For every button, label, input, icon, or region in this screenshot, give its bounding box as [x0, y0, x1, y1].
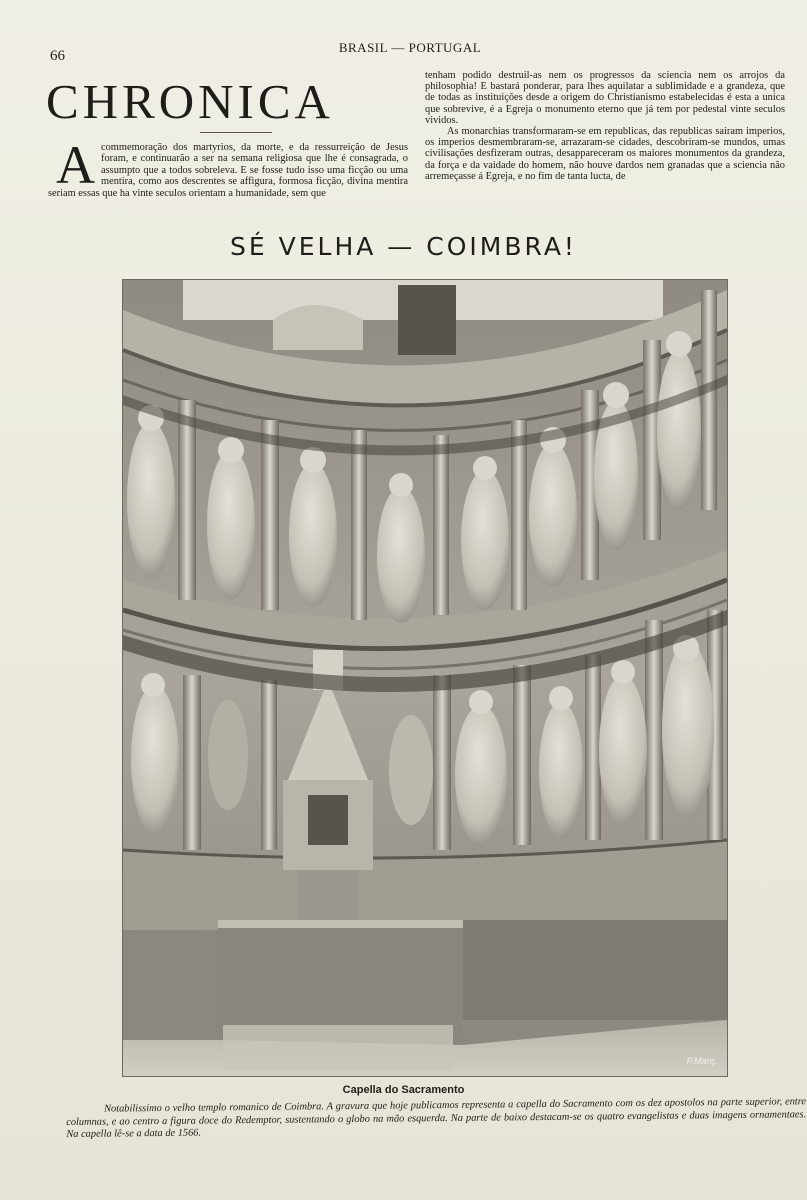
- feature-headline: SÉ VELHA — COIMBRA!: [230, 232, 577, 261]
- chapel-photograph: [123, 280, 727, 1076]
- caption-text: Notabilissimo o velho templo romanico de Coimbra. A gravura que hoje publicamos representa a capella do Sacramento com os dez apostolos na parte superior, entre columnas, e ao centro a figura doce do Redemptor, sustentando o globo na mão esquerda. Na parte de baixo destacam-se os quatro evangelistas e duas imagens ornamentaes. Na capella lê-se a data de 1566.: [66, 1096, 807, 1140]
- window-opening: [398, 285, 456, 355]
- photo-signature: P.Marq.: [686, 1056, 717, 1066]
- page-number: 66: [50, 48, 65, 64]
- title-rule: [200, 132, 272, 133]
- running-head: BRASIL — PORTUGAL: [338, 40, 482, 55]
- section-title: CHRONICA: [46, 74, 334, 129]
- lower-wall: [463, 920, 727, 1020]
- article-column-left: [48, 135, 408, 199]
- drop-cap: A: [56, 135, 95, 195]
- caption-title: Capella do Sacramento: [342, 1084, 465, 1096]
- article-right-paragraph-2: As monarchias transformaram-se em republicas, das republicas sairam imperios, os imperios desmembraram-se, arrazaram-se cidades, descobriram-se mundos, umas civilisações desfizeram outras, desappareceram os maiores monumentos da grandeza, da força e da vaidade do homem, não houve dardos nem granadas que a sciencia não arremeçasse á Egreja, e no fim de tanta lucta, de: [425, 126, 785, 182]
- chapel-illustration: [123, 280, 727, 1076]
- article-left-text: commemoração dos martyrios, da morte, e da ressurreição de Jesus foram, e continuarão a ser na semana religiosa que lhe é consagrada, o assumpto que a todos sobreleva. E se fosse tudo isso uma ficção ou uma mentira, como aos descrentes se affigura, formosa ficção, divina mentira seriam essas que ha vinte seculos orientam a humanidade, sem que: [48, 142, 408, 199]
- article-right-paragraph-1: tenham podido destruil-as nem os progressos da sciencia nem os arrojos da philosophia! E bastará ponderar, para lhes aquilatar a sublimidade e a grandeza, que de todas as instituições desde a origem do Christianismo estabelecidas é esta a unica que sobrevive, é a Egreja o monumento eterno que já tem por pedestal vinte seculos vividos.: [425, 70, 785, 126]
- article-column-right: [425, 70, 785, 182]
